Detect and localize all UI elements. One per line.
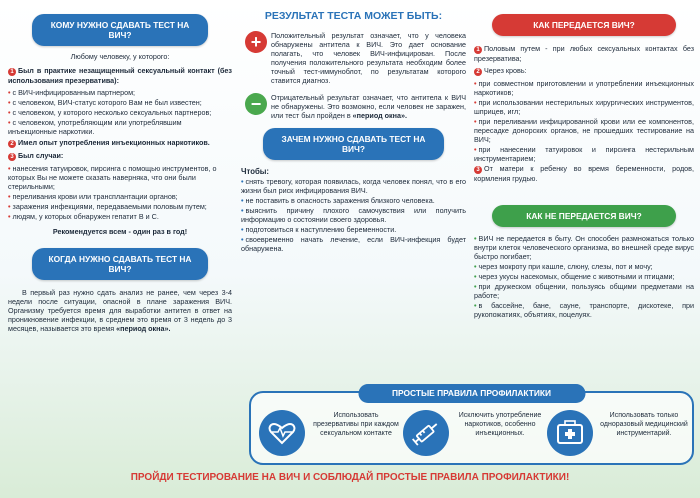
positive-result — [241, 31, 466, 85]
list-item: • в бассейне, бане, сауне, транспорте, дискотеке, при рукопожатиях, объятиях, поцелуях. — [474, 301, 694, 320]
prevention-text: Исключить употребление наркотиков, особенно инъекционных. — [458, 412, 542, 437]
list-item: • с человеком, употребляющим или употреблявшим инъекционные наркотики. — [8, 118, 182, 137]
point3-title — [8, 151, 232, 161]
list-item-text: при нанесении татуировок и пирсинга нестерильным инструментарием; — [474, 145, 694, 164]
list-item: • выяснить причину плохого самочувствия или получить информацию о состоянии своего здоровья. — [241, 206, 466, 225]
list-item: • при нанесении татуировок и пирсинга нестерильным инструментарием; — [474, 145, 694, 164]
list-item-text: снять тревогу, которая появилась, когда человек понял, что в его жизни был риск инфицирования ВИЧ. — [241, 177, 466, 196]
prevention-text: Использовать только одноразовый медицинский инструментарий. — [600, 412, 688, 437]
list-item-text: с человеком, у которого несколько сексуальных партнеров; — [12, 108, 212, 118]
list-item-text: через укусы насекомых, общение с животными и птицами; — [478, 272, 675, 282]
positive-result-text: Положительный результат означает, что у человека обнаружены антитела к ВИЧ. Это дает основание полагать, что человек ВИЧ-инфицирован. После получения положительного результата необходим более точный тест-иммуноблот, по результатам которого ставится диагноз. — [271, 31, 466, 86]
list-item: • при переливании инфицированной крови или ее компонентов, пересадке донорских органов, не прошедших тестирование на ВИЧ; — [474, 117, 694, 145]
list-item-text: через мокроту при кашле, слюну, слезы, пот и мочу; — [478, 262, 653, 272]
list-item: • при совместном приготовлении и употреблении инъекционных наркотиков; — [474, 79, 694, 98]
point2-title — [8, 138, 232, 148]
list-item: • нанесения татуировок, пирсинга с помощью инструментов, о которых Вы не можете сказать наверняка, что они были стерильными; — [8, 164, 217, 192]
who-intro: Любому человеку, у которого: — [70, 52, 170, 62]
prevention-item-instruments — [545, 410, 690, 460]
number-badge: 3 — [474, 166, 482, 174]
prevention-title: ПРОСТЫЕ ПРАВИЛА ПРОФИЛАКТИКИ — [358, 384, 585, 403]
prevention-box — [249, 388, 694, 465]
heart-shield-icon — [259, 410, 305, 456]
point1-title-text: Был в практике незащищенный сексуальный контакт (без использования презерватива): — [8, 66, 232, 86]
list-item: • людям, у которых обнаружен гепатит В и С. — [8, 212, 159, 222]
left-column — [8, 0, 232, 336]
list-item: • при дружеском общении, пользуясь общими предметами на работе; — [474, 282, 694, 301]
when-title: КОГДА НУЖНО СДАВАТЬ ТЕСТ НА ВИЧ? — [32, 248, 208, 280]
how-title: КАК ПЕРЕДАЕТСЯ ВИЧ? — [492, 14, 676, 36]
list-item-text: переливания крови или трансплантации органов; — [12, 192, 178, 202]
list-item: • при использовании нестерильных хирургических инструментов, шприцев, игл; — [474, 98, 694, 117]
window-period-term: «период окна». — [116, 324, 171, 334]
list-item-text: с человеком, употребляющим или употреблявшим инъекционные наркотики. — [8, 118, 182, 137]
list-item-text: людям, у которых обнаружен гепатит В и С. — [12, 212, 159, 222]
point3-list — [8, 164, 232, 221]
prevention-item-condom — [257, 410, 402, 460]
not-title: КАК НЕ ПЕРЕДАЕТСЯ ВИЧ? — [492, 205, 676, 227]
list-item-text: при совместном приготовлении и употреблении инъекционных наркотиков; — [474, 79, 694, 98]
not-list — [474, 234, 694, 319]
how-item-text: Половым путем - при любых сексуальных контактах без презерватива; — [474, 44, 694, 64]
list-item: • с человеком, у которого несколько сексуальных партнеров; — [8, 108, 212, 118]
why-title: ЗАЧЕМ НУЖНО СДАВАТЬ ТЕСТ НА ВИЧ? — [263, 128, 444, 160]
list-item: • заражения инфекциями, передаваемыми половым путем; — [8, 202, 207, 212]
list-item: • переливания крови или трансплантации органов; — [8, 192, 178, 202]
point3-title-text: Был случаи: — [18, 151, 64, 161]
list-item-text: с ВИЧ-инфицированным партнером; — [12, 88, 136, 98]
list-item: • подготовиться к наступлению беременности. — [241, 225, 397, 235]
why-intro: Чтобы: — [241, 167, 270, 177]
list-item-text: подготовиться к наступлению беременности. — [245, 225, 397, 235]
how-item-1 — [474, 44, 694, 63]
first-aid-kit-icon — [547, 410, 593, 456]
when-text-body: В первый раз нужно сдать анализ не ранее, чем через 3-4 недели после ситуации, опасной в плане заражения ВИЧ. Организму требуется время для выработки антител в ответ на проникновение инфекции, в среднем это время от 3 недель до 3 месяцев, называется это время — [8, 288, 232, 334]
list-item-text: в бассейне, бане, сауне, транспорте, дискотеке, при рукопожатиях, объятиях, поцелуях. — [474, 301, 694, 320]
recommendation: Рекомендуется всем - один раз в год! — [52, 227, 188, 237]
why-list — [241, 177, 466, 253]
list-item-text: нанесения татуировок, пирсинга с помощью инструментов, о которых Вы не можете сказать наверняка, что они были стерильными; — [8, 164, 217, 192]
window-period-term: «период окна». — [352, 111, 407, 121]
number-badge: 1 — [474, 46, 482, 54]
how-item-3 — [474, 164, 694, 183]
list-item-text: при дружеском общении, пользуясь общими предметами на работе; — [474, 282, 694, 301]
how-item-text: Через кровь: — [484, 66, 527, 76]
right-column — [474, 0, 694, 320]
list-item-text: не поставить в опасность заражения близкого человека. — [245, 196, 435, 206]
list-item-text: своевременно начать лечение, если ВИЧ-инфекция будет обнаружена. — [241, 235, 466, 254]
footer-slogan: ПРОЙДИ ТЕСТИРОВАНИЕ НА ВИЧ И СОБЛЮДАЙ ПРОСТЫЕ ПРАВИЛА ПРОФИЛАКТИКИ! — [130, 472, 570, 483]
list-item: • не поставить в опасность заражения близкого человека. — [241, 196, 435, 206]
number-badge: 2 — [474, 68, 482, 76]
prevention-item-drugs — [401, 410, 546, 460]
how-item-text: От матери к ребенку во время беременности, родов, кормления грудью. — [474, 164, 694, 184]
who-title: КОМУ НУЖНО СДАВАТЬ ТЕСТ НА ВИЧ? — [32, 14, 208, 46]
plus-icon: + — [245, 31, 267, 53]
list-item-text: при использовании нестерильных хирургических инструментов, шприцев, игл; — [474, 98, 694, 117]
number-badge: 2 — [8, 140, 16, 148]
list-item-text: с человеком, ВИЧ-статус которого Вам не был известен; — [12, 98, 202, 108]
result-title: РЕЗУЛЬТАТ ТЕСТА МОЖЕТ БЫТЬ: — [264, 10, 443, 22]
middle-column — [241, 0, 466, 254]
when-text — [8, 288, 232, 333]
list-item: • через мокроту при кашле, слюну, слезы, пот и мочу; — [474, 262, 653, 272]
list-item-text: ВИЧ не передается в быту. Он способен размножаться только внутри клеток человеческого организма, во внешней среде вирус быстро погибает; — [474, 234, 694, 262]
negative-result-text: Отрицательный результат означает, что антитела к ВИЧ не обнаружены. Это возможно, если человек не заражен, или тест был пройден в — [271, 93, 466, 121]
list-item: • своевременно начать лечение, если ВИЧ-инфекция будет обнаружена. — [241, 235, 466, 254]
point1-title — [8, 66, 232, 85]
list-item-text: заражения инфекциями, передаваемыми половым путем; — [12, 202, 207, 212]
how-item-2 — [474, 66, 694, 76]
point1-list — [8, 88, 232, 136]
list-item: • с человеком, ВИЧ-статус которого Вам не был известен; — [8, 98, 202, 108]
negative-result — [241, 93, 466, 120]
list-item: • с ВИЧ-инфицированным партнером; — [8, 88, 136, 98]
list-item: • снять тревогу, которая появилась, когда человек понял, что в его жизни был риск инфицирования ВИЧ. — [241, 177, 466, 196]
list-item: • ВИЧ не передается в быту. Он способен размножаться только внутри клеток человеческого организма, во внешней среде вирус быстро погибает; — [474, 234, 694, 262]
number-badge: 1 — [8, 68, 16, 76]
prevention-text: Использовать презервативы при каждом сексуальном контакте — [313, 412, 399, 437]
minus-icon: − — [245, 93, 267, 115]
blood-list — [474, 79, 694, 163]
list-item-text: выяснить причину плохого самочувствия или получить информацию о состоянии своего здоровья. — [241, 206, 466, 225]
point2-title-text: Имел опыт употребления инъекционных наркотиков. — [18, 138, 210, 148]
list-item: • через укусы насекомых, общение с животными и птицами; — [474, 272, 675, 282]
number-badge: 3 — [8, 153, 16, 161]
list-item-text: при переливании инфицированной крови или ее компонентов, пересадке донорских органов, не прошедших тестирование на ВИЧ; — [474, 117, 694, 145]
syringe-icon — [403, 410, 449, 456]
